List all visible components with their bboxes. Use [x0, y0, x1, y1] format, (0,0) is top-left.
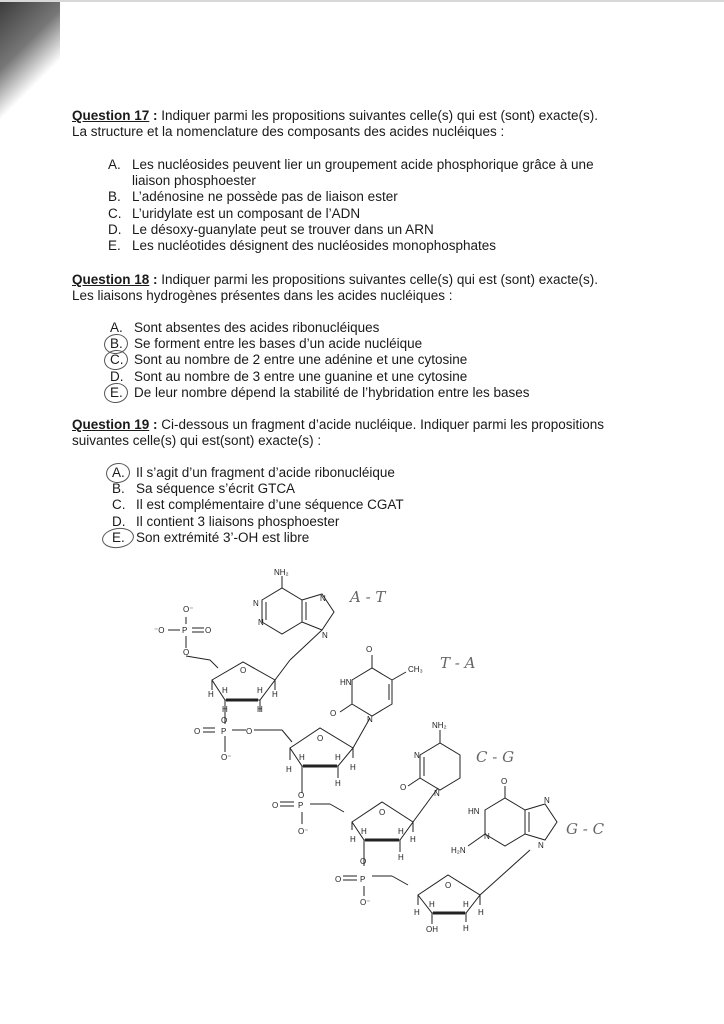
label-thymine-o-bottom: O — [330, 709, 337, 718]
option-text: Son extrémité 3’-OH est libre — [136, 529, 310, 545]
label-p1-o-bridge: O — [183, 648, 190, 657]
option-19-b — [112, 481, 632, 497]
label-p3-o-minus: O⁻ — [298, 827, 309, 836]
option-letter: A. — [110, 320, 123, 335]
label-sugar4-h2: H — [429, 900, 435, 909]
label-sugar1-h3: H — [257, 686, 263, 695]
label-p1-o-double: O — [205, 626, 212, 635]
option-text: Sont au nombre de 2 entre une adénine et une cytosine — [134, 352, 468, 368]
question-19-subject: suivantes celle(s) qui est(sont) exacte(s) : — [72, 433, 322, 448]
option-letter: C. — [112, 497, 126, 513]
label-guanine-o: O — [501, 777, 508, 786]
label-link3-o: O — [360, 857, 367, 866]
option-text: Sa séquence s’écrit GTCA — [136, 481, 296, 497]
option-letter: E. — [112, 529, 125, 545]
option-19-d — [112, 514, 632, 530]
label-sugar3-h4: H — [410, 835, 416, 844]
option-text: Les nucléotides désignent des nucléosides monophosphates — [132, 238, 497, 254]
label-guanine-h2n: H₂N — [451, 846, 466, 855]
label-p3-p: P — [298, 801, 304, 810]
option-letter: C. — [110, 352, 124, 368]
option-letter: B. — [108, 189, 121, 205]
label-cytosine-n3: N — [414, 751, 420, 760]
option-letter: B. — [110, 336, 123, 352]
option-19-e — [112, 530, 632, 546]
label-sugar1-h6: H — [257, 705, 263, 714]
option-letter: D. — [112, 513, 126, 529]
option-18-e — [110, 385, 650, 401]
label-sugar3-ring-o: O — [379, 808, 386, 817]
option-letter: A. — [112, 465, 125, 480]
label-sugar4-h4: H — [478, 908, 484, 917]
label-p4-o-double: O — [335, 875, 342, 884]
label-guanine-n9: N — [538, 841, 544, 850]
label-sugar4-h5: H — [463, 924, 469, 933]
label-thymine-o-top: O — [366, 645, 373, 654]
label-sugar1-h4: H — [272, 690, 278, 699]
label-p4-o-minus: O⁻ — [360, 898, 371, 907]
label-p4-p: P — [360, 875, 366, 884]
label-sugar3-h5: H — [398, 853, 404, 862]
label-guanine-hn: HN — [468, 807, 480, 816]
option-letter: B. — [112, 481, 125, 497]
option-17-e — [108, 238, 648, 254]
label-sugar4-h3: H — [463, 900, 469, 909]
option-text: Sont au nombre de 3 entre une guanine et une cytosine — [134, 368, 468, 384]
option-letter: E. — [110, 384, 123, 400]
question-19-prompt: Ci-dessous un fragment d’acide nucléique. Indiquer parmi les propositions — [161, 417, 605, 432]
question-18 — [72, 272, 652, 304]
label-sugar1-h2: H — [222, 686, 228, 695]
label-adenine-n9: N — [322, 631, 328, 640]
option-letter: A. — [108, 157, 121, 172]
question-17-sep: : — [149, 108, 162, 123]
label-p2-o-minus: O⁻ — [221, 753, 232, 762]
label-thymine-hn: HN — [340, 678, 352, 687]
label-thymine-ch3: CH₃ — [408, 665, 423, 674]
option-17-b — [108, 189, 648, 205]
scan-shadow — [0, 0, 60, 140]
option-17-a — [108, 157, 648, 189]
option-text: Il est complémentaire d’une séquence CGAT — [136, 497, 404, 513]
question-17 — [72, 108, 652, 140]
option-text: L’uridylate est un composant de l’ADN — [132, 205, 361, 221]
option-18-d — [110, 369, 650, 385]
label-cytosine-n1: N — [434, 789, 440, 798]
label-adenine-n7: N — [320, 594, 326, 603]
question-17-subject: La structure et la nomenclature des composants des acides nucléiques : — [72, 124, 505, 139]
option-letter: D. — [110, 368, 124, 384]
question-17-options — [108, 157, 648, 254]
label-sugar4-ring-o: O — [445, 881, 452, 890]
option-text: Se forment entre les bases d’un acide nucléique — [134, 336, 423, 352]
option-text-continued: liaison phosphoester — [132, 173, 256, 189]
label-sugar4-oh: OH — [426, 925, 438, 934]
question-18-sep: : — [149, 272, 162, 287]
label-p2-o-bridge: O — [246, 727, 253, 736]
label-link1-o: O — [221, 716, 228, 725]
label-p1-o-minus-left: ⁻O — [154, 626, 165, 635]
option-text: Sont absentes des acides ribonucléiques — [134, 320, 380, 335]
question-19-sep: : — [149, 417, 162, 432]
label-cytosine-nh2: NH₂ — [432, 721, 447, 730]
option-18-b — [110, 336, 650, 352]
label-sugar2-h1: H — [286, 765, 292, 774]
label-guanine-n3: N — [484, 832, 490, 841]
label-p1-p: P — [182, 626, 188, 635]
label-p2-o-double: O — [194, 727, 201, 736]
label-sugar2-h2: H — [299, 753, 305, 762]
option-17-c — [108, 206, 648, 222]
label-p3-o-double: O — [272, 801, 279, 810]
label-sugar2-h4: H — [350, 763, 356, 772]
question-19 — [72, 417, 652, 449]
handwritten-pair-g-c: G - C — [566, 820, 605, 838]
question-17-prompt: Indiquer parmi les propositions suivantes celle(s) qui est (sont) exacte(s). — [161, 108, 598, 123]
page-edge — [0, 0, 724, 2]
question-18-subject: Les liaisons hydrogènes présentes dans les acides nucléiques : — [72, 288, 453, 303]
label-sugar1-h5: H — [222, 705, 228, 714]
option-18-a — [110, 320, 650, 336]
label-link2-o: O — [298, 791, 305, 800]
label-p1-o-minus-top: O⁻ — [183, 605, 194, 614]
question-18-title: Question 18 — [72, 272, 150, 287]
option-17-d — [108, 222, 648, 238]
label-guanine-n7: N — [544, 796, 550, 805]
label-adenine-n3: N — [258, 618, 264, 627]
option-18-c — [110, 352, 650, 368]
option-text: L’adénosine ne possède pas de liaison ester — [132, 189, 398, 205]
label-adenine-nh2: NH₂ — [274, 568, 289, 577]
label-sugar1-ring-o: O — [240, 666, 247, 675]
option-text: Le désoxy-guanylate peut se trouver dans un ARN — [132, 221, 434, 237]
question-17-title: Question 17 — [72, 108, 150, 123]
label-adenine-n1: N — [253, 599, 259, 608]
option-letter: D. — [108, 221, 122, 237]
question-19-options — [112, 465, 632, 546]
option-text: Il s’agit d’un fragment d’acide ribonucléique — [136, 465, 395, 480]
label-sugar4-h1: H — [414, 908, 420, 917]
label-sugar3-h1: H — [350, 835, 356, 844]
option-text: Il contient 3 liaisons phosphoester — [136, 513, 340, 529]
option-letter: E. — [108, 238, 121, 254]
label-sugar3-h2: H — [361, 827, 367, 836]
option-letter: C. — [108, 205, 122, 221]
label-sugar2-h5: H — [335, 779, 341, 788]
question-18-options — [110, 320, 650, 401]
question-19-title: Question 19 — [72, 417, 150, 432]
label-sugar3-h3: H — [398, 827, 404, 836]
label-sugar2-h3: H — [335, 753, 341, 762]
option-text: Les nucléosides peuvent lier un groupement acide phosphorique grâce à une — [132, 157, 594, 172]
option-text: De leur nombre dépend la stabilité de l’hybridation entre les bases — [134, 384, 530, 400]
label-sugar2-ring-o: O — [317, 734, 324, 743]
label-p2-p: P — [221, 727, 227, 736]
handwritten-pair-t-a: T - A — [440, 654, 476, 672]
label-thymine-n: N — [367, 715, 373, 724]
handwritten-pair-c-g: C - G — [476, 748, 515, 766]
label-sugar1-h1: H — [208, 690, 214, 699]
option-19-a — [112, 465, 632, 481]
question-18-prompt: Indiquer parmi les propositions suivantes celle(s) qui est (sont) exacte(s). — [161, 272, 598, 287]
option-19-c — [112, 497, 632, 513]
label-cytosine-o: O — [400, 783, 407, 792]
handwritten-pair-a-t: A - T — [350, 588, 386, 606]
